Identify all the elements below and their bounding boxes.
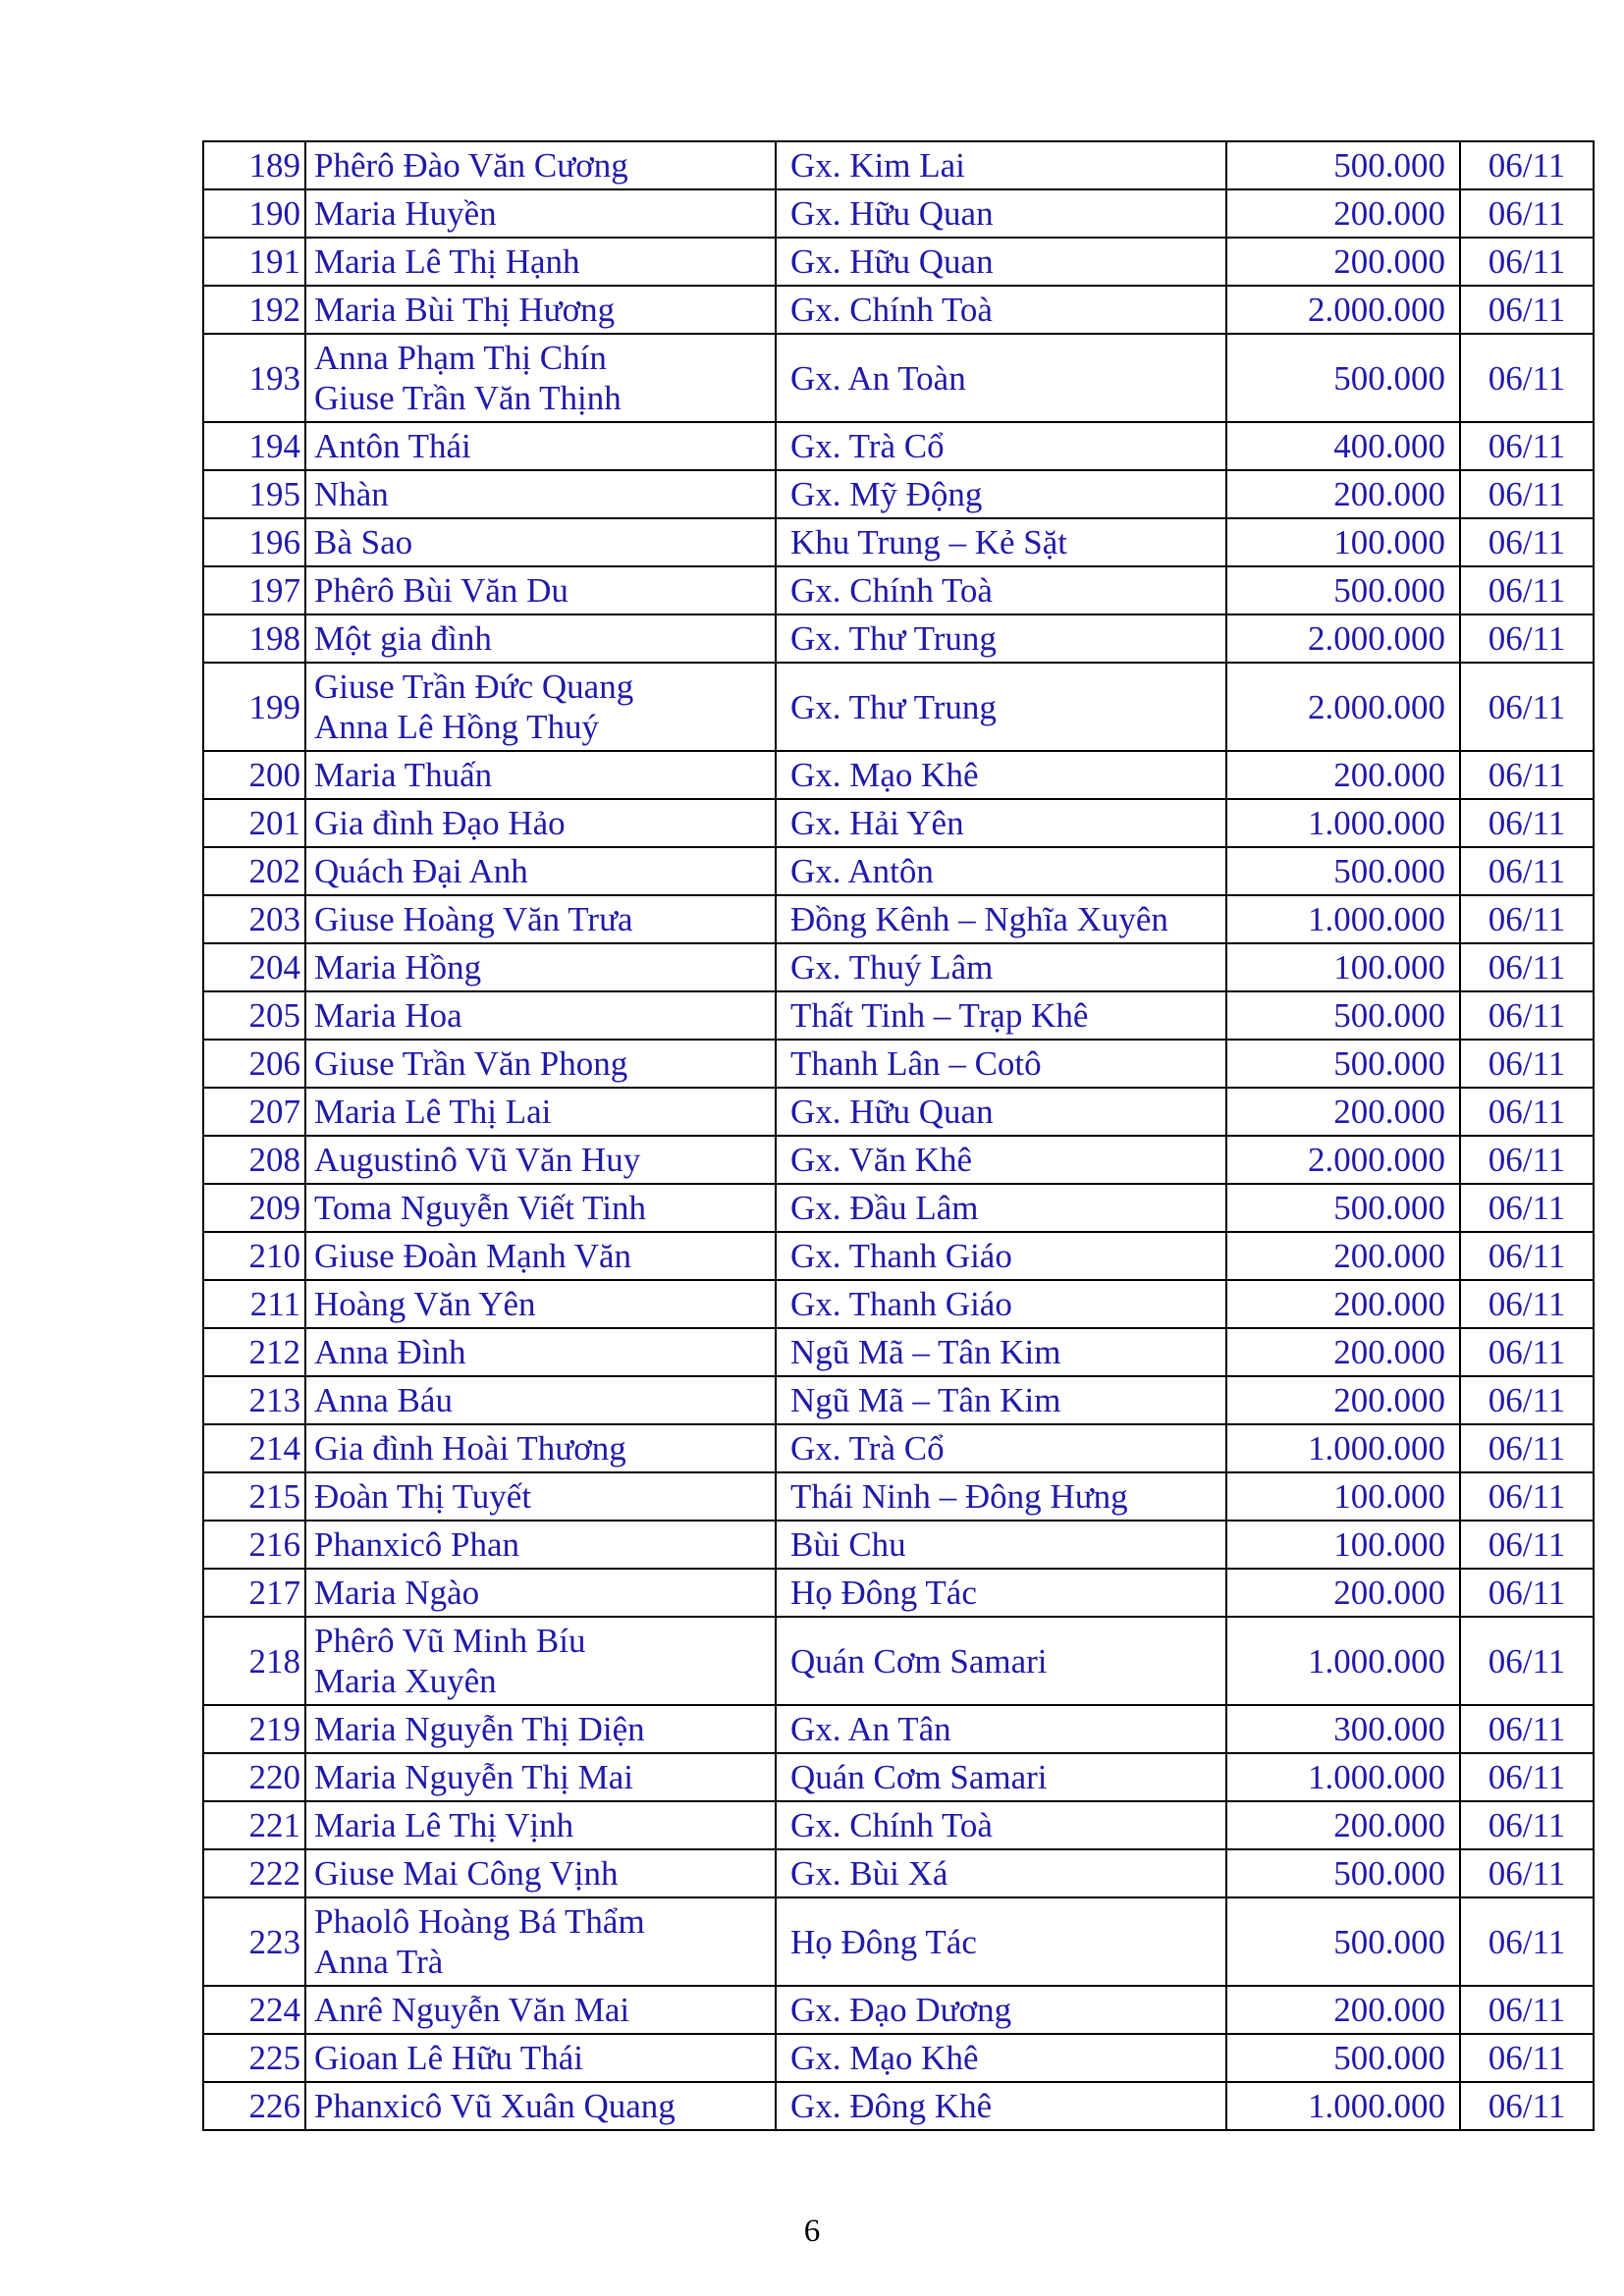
donation-date: 06/11 [1460, 1753, 1594, 1801]
donor-name-line: Maria Lê Thị Hạnh [314, 242, 580, 281]
donation-amount: 400.000 [1226, 422, 1460, 470]
parish: Gx. Đầu Lâm [776, 1184, 1226, 1232]
donor-name [305, 422, 776, 470]
donation-amount: 500.000 [1226, 1897, 1460, 1986]
donation-date: 06/11 [1460, 1521, 1594, 1569]
table-body [203, 141, 1594, 2130]
donor-name-line: Toma Nguyễn Viết Tinh [314, 1189, 647, 1227]
table-row [203, 1136, 1594, 1184]
row-number: 207 [203, 1088, 305, 1136]
donation-date: 06/11 [1460, 1280, 1594, 1328]
row-number: 211 [203, 1280, 305, 1328]
donor-name [305, 991, 776, 1040]
donation-amount: 500.000 [1226, 2034, 1460, 2082]
donor-name [305, 1376, 776, 1424]
parish: Gx. Thuý Lâm [776, 943, 1226, 991]
donor-name-line: Maria Nguyễn Thị Mai [314, 1758, 633, 1796]
table-row [203, 1617, 1594, 1705]
donation-amount: 500.000 [1226, 566, 1460, 614]
row-number: 201 [203, 799, 305, 847]
row-number: 215 [203, 1472, 305, 1521]
parish: Gx. Trà Cổ [776, 422, 1226, 470]
donor-name [305, 614, 776, 663]
row-number: 221 [203, 1801, 305, 1849]
donor-name-line: Phaolô Hoàng Bá Thẩm [314, 1902, 645, 1941]
donor-name [305, 1617, 776, 1705]
donation-date: 06/11 [1460, 1328, 1594, 1376]
donation-amount: 100.000 [1226, 1521, 1460, 1569]
donor-name [305, 1280, 776, 1328]
donation-date: 06/11 [1460, 1705, 1594, 1753]
donation-date: 06/11 [1460, 2082, 1594, 2130]
donor-name [305, 2034, 776, 2082]
donor-name-line: Giuse Trần Văn Thịnh [314, 379, 622, 417]
parish: Gx. Hữu Quan [776, 1088, 1226, 1136]
table-row [203, 334, 1594, 422]
row-number: 213 [203, 1376, 305, 1424]
table-row [203, 1424, 1594, 1472]
parish: Quán Cơm Samari [776, 1617, 1226, 1705]
table-row [203, 1849, 1594, 1897]
donor-name [305, 470, 776, 518]
donor-name-line: Gia đình Đạo Hảo [314, 804, 566, 842]
parish: Gx. Trà Cổ [776, 1424, 1226, 1472]
donation-date: 06/11 [1460, 422, 1594, 470]
table-row [203, 238, 1594, 286]
donor-name-line: Anrê Nguyễn Văn Mai [314, 1991, 630, 2029]
table-row [203, 751, 1594, 799]
table-row [203, 1753, 1594, 1801]
donation-date: 06/11 [1460, 799, 1594, 847]
donor-name-line: Hoàng Văn Yên [314, 1285, 536, 1323]
donor-name [305, 1897, 776, 1986]
row-number: 204 [203, 943, 305, 991]
donor-name [305, 1849, 776, 1897]
parish: Gx. Thư Trung [776, 663, 1226, 751]
row-number: 203 [203, 895, 305, 943]
donor-name-line: Maria Huyền [314, 194, 497, 233]
parish: Thanh Lân – Cotô [776, 1040, 1226, 1088]
table-row [203, 1705, 1594, 1753]
table-row [203, 847, 1594, 895]
table-row [203, 1040, 1594, 1088]
table-row [203, 1376, 1594, 1424]
donation-amount: 500.000 [1226, 1040, 1460, 1088]
donation-amount: 1.000.000 [1226, 2082, 1460, 2130]
donation-amount: 200.000 [1226, 189, 1460, 238]
donor-name [305, 238, 776, 286]
table-row [203, 1801, 1594, 1849]
parish: Đồng Kênh – Nghĩa Xuyên [776, 895, 1226, 943]
donation-date: 06/11 [1460, 518, 1594, 566]
row-number: 217 [203, 1569, 305, 1617]
parish: Gx. Thư Trung [776, 614, 1226, 663]
table-row [203, 1521, 1594, 1569]
row-number: 193 [203, 334, 305, 422]
table-row [203, 1232, 1594, 1280]
donor-name [305, 1232, 776, 1280]
donor-name [305, 1328, 776, 1376]
table-row [203, 2034, 1594, 2082]
donation-amount: 200.000 [1226, 1328, 1460, 1376]
parish: Gx. Antôn [776, 847, 1226, 895]
parish: Gx. Mỹ Động [776, 470, 1226, 518]
donor-name-line: Gioan Lê Hữu Thái [314, 2039, 583, 2077]
donation-date: 06/11 [1460, 1088, 1594, 1136]
donation-amount: 500.000 [1226, 334, 1460, 422]
donation-date: 06/11 [1460, 1897, 1594, 1986]
donor-name [305, 286, 776, 334]
donor-name [305, 1040, 776, 1088]
donor-name [305, 799, 776, 847]
table-row [203, 470, 1594, 518]
donation-date: 06/11 [1460, 895, 1594, 943]
parish: Gx. Kim Lai [776, 141, 1226, 189]
donor-name [305, 1521, 776, 1569]
row-number: 195 [203, 470, 305, 518]
donation-date: 06/11 [1460, 334, 1594, 422]
donor-name-line: Phêrô Vũ Minh Bíu [314, 1622, 586, 1660]
donor-name-line: Giuse Đoàn Mạnh Văn [314, 1237, 632, 1275]
table-row [203, 895, 1594, 943]
donor-name-line: Quách Đại Anh [314, 852, 528, 890]
donor-name-line: Một gia đình [314, 619, 492, 658]
donor-name-line: Gia đình Hoài Thương [314, 1429, 626, 1468]
donor-name-line: Maria Ngào [314, 1574, 480, 1612]
row-number: 189 [203, 141, 305, 189]
donor-name [305, 1472, 776, 1521]
donor-name [305, 847, 776, 895]
donor-name-line: Phanxicô Phan [314, 1525, 520, 1564]
donor-name-line: Anna Báu [314, 1381, 453, 1419]
donor-name [305, 895, 776, 943]
table-row [203, 566, 1594, 614]
row-number: 206 [203, 1040, 305, 1088]
row-number: 218 [203, 1617, 305, 1705]
donor-name-line: Nhàn [314, 475, 389, 513]
donor-name-line: Maria Bùi Thị Hương [314, 291, 616, 329]
donation-date: 06/11 [1460, 614, 1594, 663]
row-number: 197 [203, 566, 305, 614]
donation-amount: 2.000.000 [1226, 1136, 1460, 1184]
parish: Gx. Mạo Khê [776, 751, 1226, 799]
table-row [203, 991, 1594, 1040]
row-number: 222 [203, 1849, 305, 1897]
parish: Quán Cơm Samari [776, 1753, 1226, 1801]
donation-date: 06/11 [1460, 1376, 1594, 1424]
donation-amount: 200.000 [1226, 470, 1460, 518]
table-row [203, 1897, 1594, 1986]
parish: Gx. Đạo Dương [776, 1986, 1226, 2034]
table-row [203, 422, 1594, 470]
donor-name-line: Augustinô Vũ Văn Huy [314, 1141, 641, 1179]
parish: Gx. Thanh Giáo [776, 1280, 1226, 1328]
donor-name-line: Anna Phạm Thị Chín [314, 339, 607, 377]
donor-name [305, 141, 776, 189]
table-row [203, 1088, 1594, 1136]
table-row [203, 189, 1594, 238]
donation-table [202, 140, 1595, 2131]
row-number: 226 [203, 2082, 305, 2130]
table-row [203, 663, 1594, 751]
donation-date: 06/11 [1460, 238, 1594, 286]
donor-name [305, 1986, 776, 2034]
donation-amount: 200.000 [1226, 1801, 1460, 1849]
donor-name-line: Maria Lê Thị Lai [314, 1093, 552, 1131]
donation-amount: 200.000 [1226, 1376, 1460, 1424]
page-number: 6 [803, 2214, 821, 2249]
donation-date: 06/11 [1460, 470, 1594, 518]
donation-amount: 1.000.000 [1226, 1753, 1460, 1801]
table-row [203, 1986, 1594, 2034]
donor-name [305, 1705, 776, 1753]
row-number: 196 [203, 518, 305, 566]
row-number: 205 [203, 991, 305, 1040]
row-number: 202 [203, 847, 305, 895]
donor-name [305, 334, 776, 422]
table-row [203, 1472, 1594, 1521]
table-row [203, 518, 1594, 566]
row-number: 223 [203, 1897, 305, 1986]
donor-name [305, 1569, 776, 1617]
donor-name-line: Maria Lê Thị Vịnh [314, 1806, 574, 1844]
donation-amount: 500.000 [1226, 1184, 1460, 1232]
donation-date: 06/11 [1460, 1136, 1594, 1184]
row-number: 224 [203, 1986, 305, 2034]
row-number: 191 [203, 238, 305, 286]
donation-date: 06/11 [1460, 1184, 1594, 1232]
parish: Gx. Hữu Quan [776, 238, 1226, 286]
donation-date: 06/11 [1460, 141, 1594, 189]
donation-date: 06/11 [1460, 991, 1594, 1040]
row-number: 210 [203, 1232, 305, 1280]
parish: Gx. An Toàn [776, 334, 1226, 422]
table-row [203, 141, 1594, 189]
donation-date: 06/11 [1460, 847, 1594, 895]
donor-name-line: Phêrô Đào Văn Cương [314, 146, 628, 185]
table-row [203, 614, 1594, 663]
donation-amount: 200.000 [1226, 1232, 1460, 1280]
table-row [203, 1569, 1594, 1617]
parish: Họ Đông Tác [776, 1897, 1226, 1986]
donation-date: 06/11 [1460, 663, 1594, 751]
donor-name [305, 1136, 776, 1184]
donation-date: 06/11 [1460, 943, 1594, 991]
donor-name [305, 1184, 776, 1232]
parish: Khu Trung – Kẻ Sặt [776, 518, 1226, 566]
donation-date: 06/11 [1460, 1849, 1594, 1897]
parish: Thất Tinh – Trạp Khê [776, 991, 1226, 1040]
row-number: 212 [203, 1328, 305, 1376]
donor-name [305, 1088, 776, 1136]
table-row [203, 943, 1594, 991]
parish: Gx. Thanh Giáo [776, 1232, 1226, 1280]
row-number: 192 [203, 286, 305, 334]
donation-date: 06/11 [1460, 286, 1594, 334]
parish: Ngũ Mã – Tân Kim [776, 1328, 1226, 1376]
donation-date: 06/11 [1460, 1569, 1594, 1617]
donation-amount: 1.000.000 [1226, 895, 1460, 943]
donor-name-line: Maria Hoa [314, 996, 462, 1035]
parish: Gx. Chính Toà [776, 286, 1226, 334]
row-number: 190 [203, 189, 305, 238]
donor-name-line: Phêrô Bùi Văn Du [314, 571, 568, 610]
donation-amount: 1.000.000 [1226, 799, 1460, 847]
row-number: 216 [203, 1521, 305, 1569]
parish: Gx. Hữu Quan [776, 189, 1226, 238]
row-number: 209 [203, 1184, 305, 1232]
donor-name [305, 189, 776, 238]
parish: Gx. Bùi Xá [776, 1849, 1226, 1897]
row-number: 219 [203, 1705, 305, 1753]
donor-name-line: Anna Trà [314, 1943, 444, 1981]
parish: Gx. Văn Khê [776, 1136, 1226, 1184]
donation-amount: 500.000 [1226, 991, 1460, 1040]
donor-name [305, 1424, 776, 1472]
row-number: 199 [203, 663, 305, 751]
parish: Gx. Chính Toà [776, 1801, 1226, 1849]
parish: Thái Ninh – Đông Hưng [776, 1472, 1226, 1521]
donor-name-line: Maria Nguyễn Thị Diện [314, 1710, 645, 1748]
donor-name-line: Giuse Mai Công Vịnh [314, 1854, 619, 1893]
table-row [203, 1328, 1594, 1376]
donor-name [305, 518, 776, 566]
table-row [203, 2082, 1594, 2130]
parish: Gx. Mạo Khê [776, 2034, 1226, 2082]
donor-name [305, 663, 776, 751]
donation-amount: 200.000 [1226, 238, 1460, 286]
row-number: 198 [203, 614, 305, 663]
table-row [203, 1280, 1594, 1328]
donation-date: 06/11 [1460, 1617, 1594, 1705]
table-row [203, 1184, 1594, 1232]
donation-date: 06/11 [1460, 751, 1594, 799]
donor-name [305, 2082, 776, 2130]
donation-amount: 2.000.000 [1226, 663, 1460, 751]
parish: Ngũ Mã – Tân Kim [776, 1376, 1226, 1424]
donation-date: 06/11 [1460, 1040, 1594, 1088]
donation-amount: 100.000 [1226, 1472, 1460, 1521]
donation-date: 06/11 [1460, 2034, 1594, 2082]
donation-amount: 500.000 [1226, 847, 1460, 895]
row-number: 200 [203, 751, 305, 799]
donation-date: 06/11 [1460, 1232, 1594, 1280]
row-number: 214 [203, 1424, 305, 1472]
donation-amount: 200.000 [1226, 1280, 1460, 1328]
row-number: 225 [203, 2034, 305, 2082]
row-number: 220 [203, 1753, 305, 1801]
donation-amount: 500.000 [1226, 1849, 1460, 1897]
parish: Bùi Chu [776, 1521, 1226, 1569]
donation-amount: 2.000.000 [1226, 286, 1460, 334]
donation-amount: 2.000.000 [1226, 614, 1460, 663]
donor-name-line: Maria Hồng [314, 948, 482, 987]
row-number: 208 [203, 1136, 305, 1184]
parish: Gx. Chính Toà [776, 566, 1226, 614]
donor-name [305, 566, 776, 614]
donor-name-line: Giuse Trần Đức Quang [314, 667, 634, 706]
donor-name-line: Anna Lê Hồng Thuý [314, 708, 599, 746]
donation-amount: 200.000 [1226, 1986, 1460, 2034]
parish: Gx. Đông Khê [776, 2082, 1226, 2130]
donor-name [305, 751, 776, 799]
donation-amount: 500.000 [1226, 141, 1460, 189]
row-number: 194 [203, 422, 305, 470]
donor-name-line: Maria Thuấn [314, 756, 493, 794]
donation-amount: 300.000 [1226, 1705, 1460, 1753]
donation-amount: 100.000 [1226, 943, 1460, 991]
donor-name-line: Giuse Trần Văn Phong [314, 1044, 628, 1083]
donation-amount: 1.000.000 [1226, 1424, 1460, 1472]
table-row [203, 799, 1594, 847]
donation-date: 06/11 [1460, 566, 1594, 614]
donor-name [305, 943, 776, 991]
donation-amount: 1.000.000 [1226, 1617, 1460, 1705]
donation-date: 06/11 [1460, 1801, 1594, 1849]
donor-name [305, 1753, 776, 1801]
donor-name [305, 1801, 776, 1849]
donation-date: 06/11 [1460, 1424, 1594, 1472]
donor-name-line: Antôn Thái [314, 427, 471, 465]
donation-date: 06/11 [1460, 1986, 1594, 2034]
donor-name-line: Anna Đình [314, 1333, 466, 1371]
donation-date: 06/11 [1460, 1472, 1594, 1521]
table-row [203, 286, 1594, 334]
donor-name-line: Maria Xuyên [314, 1662, 497, 1700]
parish: Họ Đông Tác [776, 1569, 1226, 1617]
donation-date: 06/11 [1460, 189, 1594, 238]
donation-amount: 200.000 [1226, 1569, 1460, 1617]
donor-name-line: Giuse Hoàng Văn Trưa [314, 900, 633, 938]
parish: Gx. An Tân [776, 1705, 1226, 1753]
donor-name-line: Đoàn Thị Tuyết [314, 1477, 532, 1516]
parish: Gx. Hải Yên [776, 799, 1226, 847]
donation-amount: 100.000 [1226, 518, 1460, 566]
donor-name-line: Bà Sao [314, 523, 413, 561]
donation-amount: 200.000 [1226, 1088, 1460, 1136]
donation-amount: 200.000 [1226, 751, 1460, 799]
donor-name-line: Phanxicô Vũ Xuân Quang [314, 2087, 676, 2125]
